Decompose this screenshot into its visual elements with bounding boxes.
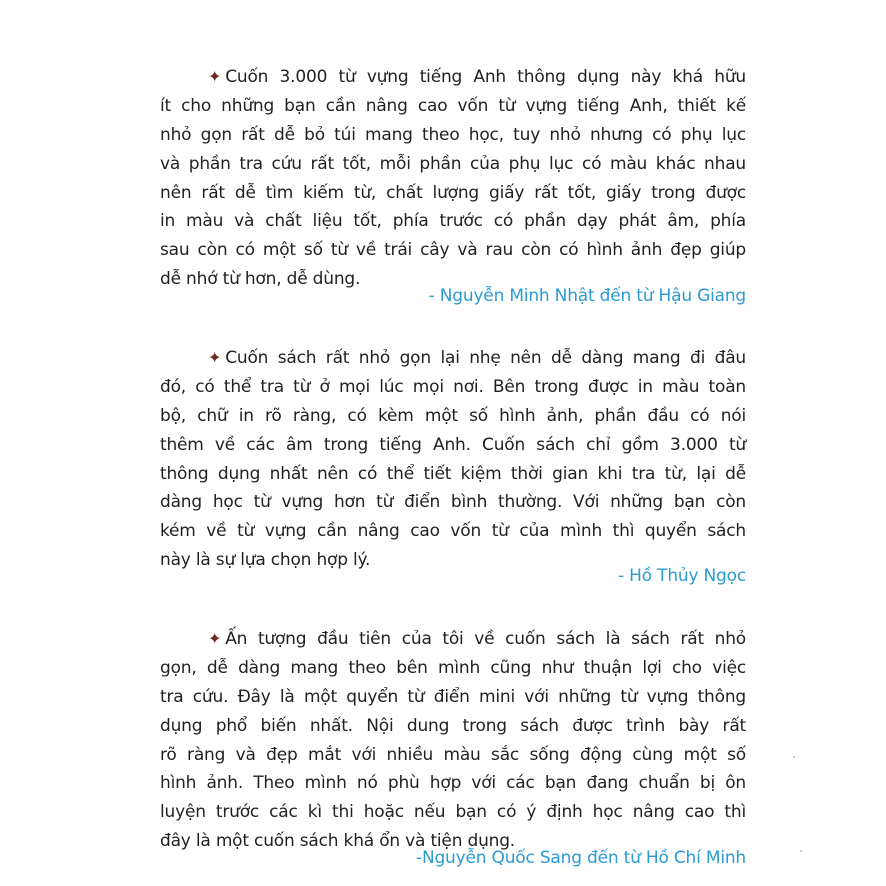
review-line: ✦ Cuốn 3.000 từ vựng tiếng Anh thông dụng này khá hữu	[160, 63, 746, 92]
review-line: bộ, chữ in rõ ràng, có kèm một số hình ảnh, phần đầu có nói	[160, 405, 746, 426]
review-line: sau còn có một số từ về trái cây và rau còn có hình ảnh đẹp giúp	[160, 240, 746, 261]
review-line: thông dụng nhất nên có thể tiết kiệm thời gian khi tra từ, lại dễ	[160, 463, 746, 484]
review-line: dễ nhớ từ hơn, dễ dùng.	[160, 269, 361, 290]
review-line: dụng phổ biến nhất. Nội dung trong sách được trình bày rất	[160, 715, 746, 736]
review-line: ít cho những bạn cần nâng cao vốn từ vựng tiếng Anh, thiết kế	[160, 95, 746, 116]
review-line: đây là một cuốn sách khá ổn và tiện dụng.	[160, 831, 516, 852]
review-line: ✦ Ấn tượng đầu tiên của tôi về cuốn sách là sách rất nhỏ	[160, 625, 746, 654]
review-1	[160, 63, 746, 294]
review-line: in màu và chất liệu tốt, phía trước có phần dạy phát âm, phía	[160, 211, 746, 232]
review-3	[160, 625, 746, 856]
review-author: - Nguyễn Minh Nhật đến từ Hậu Giang	[428, 286, 746, 306]
review-line: rõ ràng và đẹp mắt với nhiều màu sắc sống động cùng một số	[160, 744, 746, 765]
scan-speck	[800, 850, 802, 852]
review-line: ✦ Cuốn sách rất nhỏ gọn lại nhẹ nên dễ dàng mang đi đâu	[160, 344, 746, 373]
review-author: - Hồ Thủy Ngọc	[618, 566, 746, 586]
scan-speck	[793, 756, 795, 758]
four-pointed-star-icon: ✦	[208, 67, 222, 86]
review-text	[160, 344, 746, 575]
review-line: thêm về các âm trong tiếng Anh. Cuốn sách chỉ gồm 3.000 từ	[160, 434, 746, 455]
review-line: đó, có thể tra từ ở mọi lúc mọi nơi. Bên trong được in màu toàn	[160, 376, 746, 397]
review-line: nhỏ gọn rất dễ bỏ túi mang theo học, tuy nhỏ nhưng có phụ lục	[160, 124, 746, 145]
review-text	[160, 625, 746, 856]
review-line: nên rất dễ tìm kiếm từ, chất lượng giấy rất tốt, giấy trong được	[160, 182, 746, 203]
review-line: kém về từ vựng cần nâng cao vốn từ của mình thì quyển sách	[160, 521, 746, 542]
review-line: hình ảnh. Theo mình nó phù hợp với các bạn đang chuẩn bị ôn	[160, 773, 746, 794]
four-pointed-star-icon: ✦	[208, 348, 222, 367]
review-line: gọn, dễ dàng mang theo bên mình cũng như thuận lợi cho việc	[160, 657, 746, 678]
review-line: này là sự lựa chọn hợp lý.	[160, 550, 371, 571]
review-line: dàng học từ vựng hơn từ điển bình thường. Với những bạn còn	[160, 492, 746, 513]
review-line: và phần tra cứu rất tốt, mỗi phần của phụ lục có màu khác nhau	[160, 153, 746, 174]
review-author: -Nguyễn Quốc Sang đến từ Hồ Chí Minh	[416, 848, 746, 868]
review-text	[160, 63, 746, 294]
four-pointed-star-icon: ✦	[208, 629, 222, 648]
review-2	[160, 344, 746, 575]
review-line: tra cứu. Đây là một quyển từ điển mini với những từ vựng thông	[160, 686, 746, 707]
review-line: luyện trước các kì thi hoặc nếu bạn có ý định học nâng cao thì	[160, 802, 746, 823]
